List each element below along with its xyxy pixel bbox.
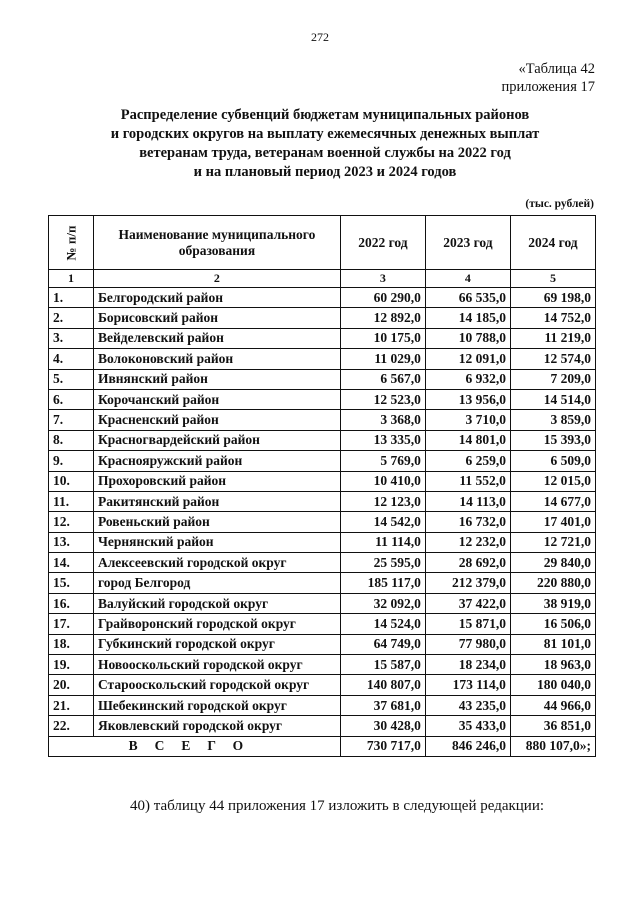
value-2022: 12 892,0 — [340, 308, 425, 328]
value-2022: 30 428,0 — [340, 716, 425, 736]
footer-instruction: 40) таблицу 44 приложения 17 изложить в следующей редакции: — [130, 798, 545, 814]
value-2024: 17 401,0 — [510, 512, 595, 532]
title-line1: Распределение субвенций бюджетам муниципальных районов — [120, 107, 530, 123]
municipality-name: Краснояружский район — [93, 451, 340, 471]
row-number: 9. — [49, 451, 94, 471]
total-2024: 880 107,0»; — [510, 736, 595, 756]
row-number: 15. — [49, 573, 94, 593]
value-2024: 38 919,0 — [510, 593, 595, 613]
municipality-name: Старооскольский городской округ — [93, 675, 340, 695]
row-number: 14. — [49, 553, 94, 573]
value-2022: 6 567,0 — [340, 369, 425, 389]
value-2023: 173 114,0 — [425, 675, 510, 695]
title-line3: ветеранам труда, ветеранам военной службы на 2022 год — [139, 145, 511, 161]
value-2023: 12 091,0 — [425, 349, 510, 369]
column-index: 3 — [340, 270, 425, 288]
value-2024: 69 198,0 — [510, 288, 595, 308]
value-2022: 37 681,0 — [340, 695, 425, 715]
table-row — [49, 430, 596, 450]
table-row — [49, 369, 596, 389]
value-2022: 10 175,0 — [340, 328, 425, 348]
municipality-name: Ивнянский район — [93, 369, 340, 389]
value-2023: 14 113,0 — [425, 491, 510, 511]
value-2024: 14 677,0 — [510, 491, 595, 511]
table-row — [49, 389, 596, 409]
table-row — [49, 451, 596, 471]
value-2023: 11 552,0 — [425, 471, 510, 491]
row-number: 22. — [49, 716, 94, 736]
row-number: 16. — [49, 593, 94, 613]
total-2022: 730 717,0 — [340, 736, 425, 756]
value-2022: 3 368,0 — [340, 410, 425, 430]
title-line4: и на плановый период 2023 и 2024 годов — [193, 164, 457, 180]
table-row — [49, 308, 596, 328]
value-2023: 14 185,0 — [425, 308, 510, 328]
row-number: 12. — [49, 512, 94, 532]
page-number: 272 — [311, 30, 329, 44]
municipality-name: Алексеевский городской округ — [93, 553, 340, 573]
value-2023: 43 235,0 — [425, 695, 510, 715]
value-2022: 25 595,0 — [340, 553, 425, 573]
value-2024: 220 880,0 — [510, 573, 595, 593]
header-2023: 2023 год — [425, 216, 510, 270]
municipality-name: Губкинский городской округ — [93, 634, 340, 654]
value-2024: 81 101,0 — [510, 634, 595, 654]
value-2024: 12 015,0 — [510, 471, 595, 491]
column-index-row — [49, 270, 596, 288]
municipality-name: Чернянский район — [93, 532, 340, 552]
table-row — [49, 573, 596, 593]
value-2024: 18 963,0 — [510, 655, 595, 675]
total-label: ВСЕГО — [49, 736, 341, 756]
municipality-name: город Белгород — [93, 573, 340, 593]
header-2022: 2022 год — [340, 216, 425, 270]
row-number: 3. — [49, 328, 94, 348]
municipality-name: Шебекинский городской округ — [93, 695, 340, 715]
municipality-name: Красненский район — [93, 410, 340, 430]
header-row — [49, 216, 596, 270]
row-number: 19. — [49, 655, 94, 675]
municipality-name: Ровеньский район — [93, 512, 340, 532]
total-row — [49, 736, 596, 756]
row-number: 1. — [49, 288, 94, 308]
row-number: 10. — [49, 471, 94, 491]
value-2023: 212 379,0 — [425, 573, 510, 593]
municipality-name: Вейделевский район — [93, 328, 340, 348]
value-2024: 6 509,0 — [510, 451, 595, 471]
value-2023: 3 710,0 — [425, 410, 510, 430]
value-2024: 16 506,0 — [510, 614, 595, 634]
value-2023: 37 422,0 — [425, 593, 510, 613]
row-number: 11. — [49, 491, 94, 511]
table-row — [49, 655, 596, 675]
value-2022: 10 410,0 — [340, 471, 425, 491]
value-2022: 5 769,0 — [340, 451, 425, 471]
row-number: 8. — [49, 430, 94, 450]
value-2023: 6 932,0 — [425, 369, 510, 389]
municipality-name: Ракитянский район — [93, 491, 340, 511]
value-2024: 14 514,0 — [510, 389, 595, 409]
value-2023: 14 801,0 — [425, 430, 510, 450]
value-2023: 18 234,0 — [425, 655, 510, 675]
table-row — [49, 716, 596, 736]
document-title — [60, 106, 590, 182]
value-2023: 12 232,0 — [425, 532, 510, 552]
value-2023: 77 980,0 — [425, 634, 510, 654]
subventions-table — [48, 215, 596, 757]
table-row — [49, 512, 596, 532]
table-row — [49, 614, 596, 634]
municipality-name: Грайворонский городской округ — [93, 614, 340, 634]
municipality-name: Корочанский район — [93, 389, 340, 409]
value-2023: 16 732,0 — [425, 512, 510, 532]
table-row — [49, 695, 596, 715]
total-2023: 846 246,0 — [425, 736, 510, 756]
value-2023: 15 871,0 — [425, 614, 510, 634]
table-body — [49, 288, 596, 737]
column-index: 2 — [93, 270, 340, 288]
table-row — [49, 288, 596, 308]
value-2024: 44 966,0 — [510, 695, 595, 715]
value-2024: 36 851,0 — [510, 716, 595, 736]
value-2023: 6 259,0 — [425, 451, 510, 471]
row-number: 17. — [49, 614, 94, 634]
value-2022: 12 123,0 — [340, 491, 425, 511]
row-number: 4. — [49, 349, 94, 369]
municipality-name: Борисовский район — [93, 308, 340, 328]
table-row — [49, 593, 596, 613]
value-2022: 14 524,0 — [340, 614, 425, 634]
value-2024: 180 040,0 — [510, 675, 595, 695]
row-number: 21. — [49, 695, 94, 715]
row-number: 2. — [49, 308, 94, 328]
table-row — [49, 553, 596, 573]
value-2024: 12 574,0 — [510, 349, 595, 369]
municipality-name: Красногвардейский район — [93, 430, 340, 450]
municipality-name: Валуйский городской округ — [93, 593, 340, 613]
municipality-name: Волоконовский район — [93, 349, 340, 369]
column-index: 1 — [49, 270, 94, 288]
row-number: 18. — [49, 634, 94, 654]
row-number: 13. — [49, 532, 94, 552]
value-2024: 15 393,0 — [510, 430, 595, 450]
row-number: 6. — [49, 389, 94, 409]
table-row — [49, 675, 596, 695]
header-2024: 2024 год — [510, 216, 595, 270]
table-reference-line2: приложения 17 — [501, 79, 595, 95]
table-row — [49, 634, 596, 654]
value-2022: 15 587,0 — [340, 655, 425, 675]
value-2022: 60 290,0 — [340, 288, 425, 308]
value-2022: 13 335,0 — [340, 430, 425, 450]
value-2024: 3 859,0 — [510, 410, 595, 430]
table-reference — [502, 60, 595, 96]
value-2022: 14 542,0 — [340, 512, 425, 532]
value-2022: 64 749,0 — [340, 634, 425, 654]
value-2023: 66 535,0 — [425, 288, 510, 308]
value-2024: 7 209,0 — [510, 369, 595, 389]
table-row — [49, 491, 596, 511]
value-2024: 12 721,0 — [510, 532, 595, 552]
table-row — [49, 532, 596, 552]
value-2023: 10 788,0 — [425, 328, 510, 348]
value-2022: 11 029,0 — [340, 349, 425, 369]
table-row — [49, 349, 596, 369]
row-number: 20. — [49, 675, 94, 695]
value-2022: 32 092,0 — [340, 593, 425, 613]
value-2022: 12 523,0 — [340, 389, 425, 409]
value-2023: 28 692,0 — [425, 553, 510, 573]
municipality-name: Прохоровский район — [93, 471, 340, 491]
table-reference-line1: «Таблица 42 — [518, 61, 595, 77]
column-index: 5 — [510, 270, 595, 288]
header-name: Наименование муниципального образования — [93, 216, 340, 270]
value-2022: 140 807,0 — [340, 675, 425, 695]
municipality-name: Новооскольский городской округ — [93, 655, 340, 675]
table-row — [49, 410, 596, 430]
row-number: 5. — [49, 369, 94, 389]
row-number: 7. — [49, 410, 94, 430]
table-row — [49, 471, 596, 491]
value-2023: 13 956,0 — [425, 389, 510, 409]
value-2022: 11 114,0 — [340, 532, 425, 552]
header-num: № п/п — [49, 216, 94, 270]
value-2024: 11 219,0 — [510, 328, 595, 348]
value-2024: 14 752,0 — [510, 308, 595, 328]
municipality-name: Яковлевский городской округ — [93, 716, 340, 736]
units-label: (тыс. рублей) — [525, 198, 594, 210]
value-2023: 35 433,0 — [425, 716, 510, 736]
value-2024: 29 840,0 — [510, 553, 595, 573]
municipality-name: Белгородский район — [93, 288, 340, 308]
value-2022: 185 117,0 — [340, 573, 425, 593]
table-row — [49, 328, 596, 348]
title-line2: и городских округов на выплату ежемесячных денежных выплат — [110, 126, 540, 142]
column-index: 4 — [425, 270, 510, 288]
